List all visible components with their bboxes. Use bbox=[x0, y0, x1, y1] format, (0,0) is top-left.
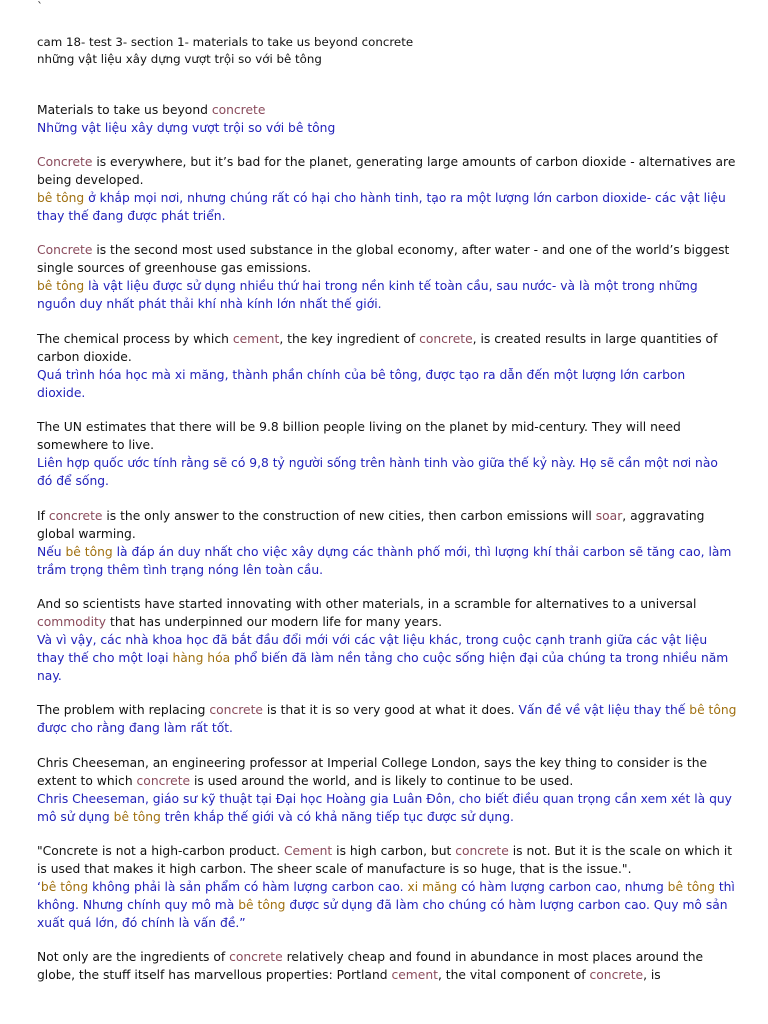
paragraph-block bbox=[37, 701, 737, 737]
text-run: thì không. Nhưng chính quy mô mà bbox=[37, 880, 735, 912]
keyword: bê tông bbox=[40, 880, 89, 894]
english-paragraph bbox=[37, 418, 737, 454]
text-run: , the key ingredient of bbox=[279, 332, 420, 346]
keyword: Cement bbox=[283, 844, 333, 858]
text-run: Và vì vậy, các nhà khoa học đã bắt đầu đổi mới với các vật liệu khác, trong cuộc cạnh tranh giữa các vật liệu thay thế cho một loại bbox=[37, 633, 708, 665]
keyword: commodity bbox=[37, 615, 107, 629]
text-run: , aggravating global warming. bbox=[37, 509, 705, 541]
text-run: ‘ bbox=[37, 880, 41, 894]
paragraph-block bbox=[37, 418, 737, 490]
vietnamese-paragraph bbox=[37, 277, 737, 313]
keyword: concrete bbox=[589, 968, 644, 982]
text-run: is used around the world, and is likely to continue to be used. bbox=[190, 774, 574, 788]
paragraph-block bbox=[37, 330, 737, 402]
page-mark: ` bbox=[37, 0, 43, 14]
vietnamese-paragraph bbox=[37, 790, 737, 826]
text-run: là vật liệu được sử dụng nhiều thứ hai trong nền kinh tế toàn cầu, sau nước- và là một trong những nguồn duy nhất phát thải khí nhà kính lớn nhất thế giới. bbox=[37, 279, 698, 311]
text-run: is the second most used substance in the global economy, after water - and one of the world’s biggest single sources of greenhouse gas emissions. bbox=[37, 243, 730, 275]
text-run: không phải là sản phẩm có hàm lượng carbon cao. bbox=[88, 880, 408, 894]
keyword: hàng hóa bbox=[172, 651, 231, 665]
text-run: "Concrete is not a high-carbon product. bbox=[37, 844, 284, 858]
vietnamese-paragraph bbox=[37, 454, 737, 490]
text-run: Những vật liệu xây dựng vượt trội so với bê tông bbox=[37, 121, 336, 135]
text-run: Nếu bbox=[37, 545, 66, 559]
paragraph-block bbox=[37, 101, 737, 137]
text-run: is that it is so very good at what it does. bbox=[262, 703, 519, 717]
keyword: bê tông bbox=[689, 703, 737, 717]
text-run: Chris Cheeseman, an engineering professor at Imperial College London, says the key thing to consider is the extent to which bbox=[37, 756, 708, 788]
paragraph-block bbox=[37, 842, 737, 932]
keyword: bê tông bbox=[65, 545, 113, 559]
text-run: Chris Cheeseman, giáo sư kỹ thuật tại Đại học Hoàng gia Luân Đôn, cho biết điều quan trọng cần xem xét là quy mô sử dụng bbox=[37, 792, 732, 824]
text-run: Quá trình hóa học mà xi măng, thành phần chính của bê tông, được tạo ra dẫn đến một lượng lớn carbon dioxide. bbox=[37, 368, 686, 400]
paragraph-block bbox=[37, 595, 737, 685]
keyword: concrete bbox=[48, 509, 103, 523]
keyword: concrete bbox=[229, 950, 283, 964]
english-text bbox=[37, 703, 519, 717]
text-run: is the only answer to the construction of new cities, then carbon emissions will bbox=[102, 509, 596, 523]
vietnamese-paragraph bbox=[37, 878, 737, 932]
header-title: cam 18- test 3- section 1- materials to take us beyond concrete bbox=[37, 35, 414, 49]
header-subtitle: những vật liệu xây dựng vượt trội so với bê tông bbox=[37, 52, 322, 66]
keyword: Concrete bbox=[37, 155, 93, 169]
english-paragraph bbox=[37, 754, 737, 790]
text-run: được cho rằng đang làm rất tốt. bbox=[37, 721, 233, 735]
keyword: bê tông bbox=[37, 191, 85, 205]
keyword: concrete bbox=[419, 332, 473, 346]
text-run: Not only are the ingredients of bbox=[37, 950, 230, 964]
text-run: có hàm lượng carbon cao, nhưng bbox=[457, 880, 668, 894]
keyword: bê tông bbox=[113, 810, 161, 824]
keyword: Concrete bbox=[37, 243, 93, 257]
paragraph-block bbox=[37, 153, 737, 225]
keyword: soar bbox=[595, 509, 623, 523]
keyword: bê tông bbox=[238, 898, 286, 912]
text-run: , is created results in large quantities of carbon dioxide. bbox=[37, 332, 718, 364]
text-run: trên khắp thế giới và có khả năng tiếp tục được sử dụng. bbox=[160, 810, 514, 824]
keyword: concrete bbox=[211, 103, 266, 117]
vietnamese-paragraph bbox=[37, 543, 737, 579]
english-paragraph bbox=[37, 595, 737, 631]
document-header bbox=[37, 34, 737, 68]
keyword: concrete bbox=[136, 774, 191, 788]
keyword: concrete bbox=[455, 844, 509, 858]
english-paragraph bbox=[37, 842, 737, 878]
english-paragraph bbox=[37, 241, 737, 277]
vietnamese-paragraph bbox=[37, 631, 737, 685]
english-paragraph bbox=[37, 330, 737, 366]
english-paragraph bbox=[37, 153, 737, 189]
text-run: The problem with replacing bbox=[37, 703, 210, 717]
text-run: , is bbox=[643, 968, 661, 982]
text-run: được sử dụng đã làm cho chúng có hàm lượng carbon cao. Quy mô sản xuất quá lớn, đó chính là vấn đề.” bbox=[37, 898, 728, 930]
paragraph-block bbox=[37, 948, 737, 984]
english-paragraph bbox=[37, 948, 737, 984]
text-run: The UN estimates that there will be 9.8 billion people living on the planet by mid-century. They will need somewhere to live. bbox=[37, 420, 681, 452]
text-run: If bbox=[37, 509, 49, 523]
text-run: that has underpinned our modern life for many years. bbox=[106, 615, 443, 629]
paragraph-block bbox=[37, 241, 737, 313]
text-run: relatively cheap and found in abundance in most places around the globe, the stuff itself has marvellous properties: Portland bbox=[37, 950, 704, 982]
keyword: bê tông bbox=[37, 279, 85, 293]
text-run: And so scientists have started innovating with other materials, in a scramble for alternatives to a universal bbox=[37, 597, 697, 611]
keyword: cement bbox=[391, 968, 438, 982]
text-run: ở khắp mọi nơi, nhưng chúng rất có hại cho hành tinh, tạo ra một lượng lớn carbon dioxide- các vật liệu thay thế đang được phát triển. bbox=[37, 191, 726, 223]
keyword: bê tông bbox=[667, 880, 715, 894]
text-run: The chemical process by which bbox=[37, 332, 233, 346]
english-paragraph bbox=[37, 101, 737, 119]
vietnamese-paragraph bbox=[37, 119, 737, 137]
keyword: concrete bbox=[209, 703, 263, 717]
keyword: cement bbox=[232, 332, 280, 346]
paragraph-block bbox=[37, 754, 737, 826]
text-run: is not. But it is the scale on which it is used that makes it high carbon. The sheer scale of manufacture is so huge, that is the issue.". bbox=[37, 844, 733, 876]
text-run: Materials to take us beyond bbox=[37, 103, 212, 117]
vietnamese-paragraph bbox=[37, 366, 737, 402]
text-run: Liên hợp quốc ước tính rằng sẽ có 9,8 tỷ người sống trên hành tinh vào giữa thế kỷ này. Họ sẽ cần một nơi nào đó để sống. bbox=[37, 456, 718, 488]
text-run: is everywhere, but it’s bad for the planet, generating large amounts of carbon dioxide - alternatives are being developed. bbox=[37, 155, 736, 187]
text-run: là đáp án duy nhất cho việc xây dựng các thành phố mới, thì lượng khí thải carbon sẽ tăng cao, làm trầm trọng thêm tình trạng nóng lên toàn cầu. bbox=[37, 545, 732, 577]
text-run: phổ biến đã làm nền tảng cho cuộc sống hiện đại của chúng ta trong nhiều năm nay. bbox=[37, 651, 729, 683]
text-run: , the vital component of bbox=[437, 968, 590, 982]
keyword: xi măng bbox=[407, 880, 458, 894]
english-paragraph bbox=[37, 507, 737, 543]
paragraph-bilingual bbox=[37, 701, 737, 737]
text-run: is high carbon, but bbox=[332, 844, 456, 858]
text-run: Vấn đề về vật liệu thay thế bbox=[518, 703, 690, 717]
paragraph-block bbox=[37, 507, 737, 579]
vietnamese-paragraph bbox=[37, 189, 737, 225]
